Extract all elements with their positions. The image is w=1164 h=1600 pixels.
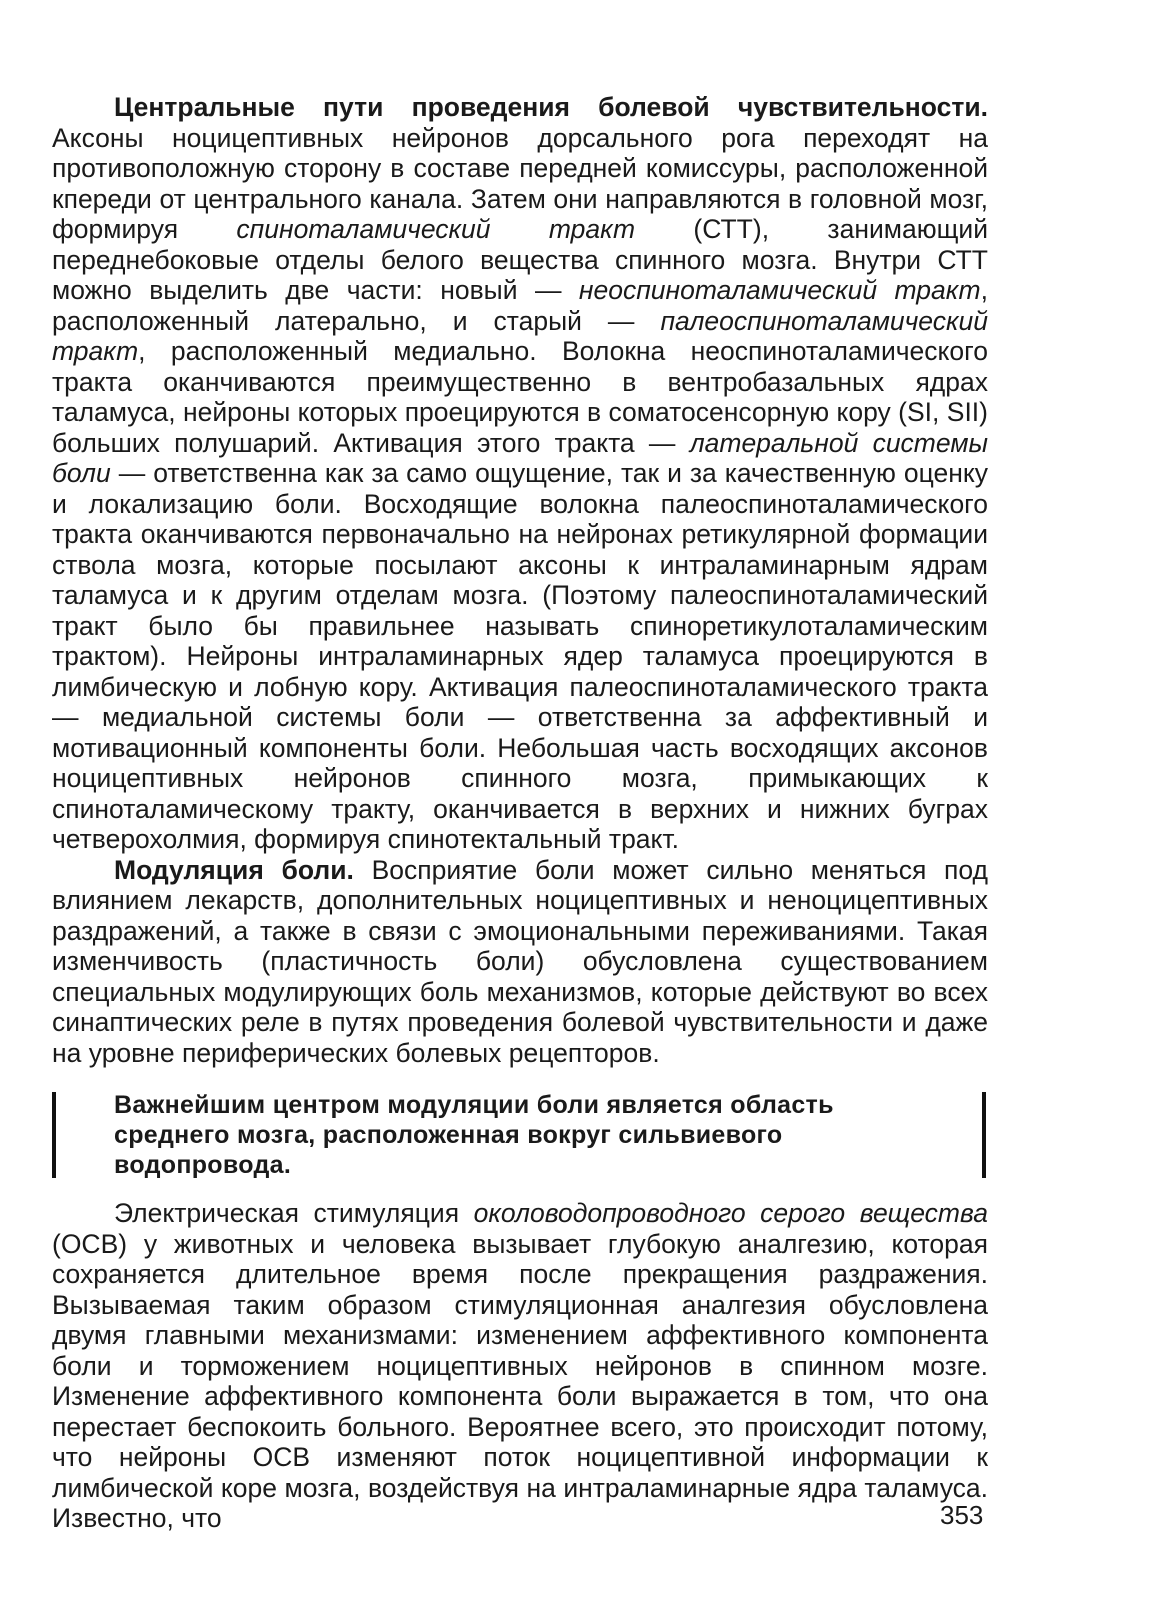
italic-term: неоспиноталамический тракт — [578, 275, 981, 305]
callout-left-rule — [52, 1092, 56, 1178]
paragraph-text: , расположенный латерально, и старый — — [52, 275, 989, 336]
italic-term: спиноталамический тракт — [236, 214, 636, 244]
italic-term: околоводопроводного серого вещества — [473, 1198, 988, 1228]
page-content — [52, 92, 988, 1534]
paragraph-pain-modulation — [52, 855, 988, 1069]
italic-term: латеральной системы боли — [52, 427, 988, 488]
italic-term: палеоспиноталамический тракт — [52, 305, 988, 366]
page-number: 353 — [940, 1500, 984, 1530]
paragraph-heading: Модуляция боли. — [114, 854, 354, 885]
paragraph-text: Восприятие боли может сильно меняться под влиянием лекарств, дополнительных ноцицептивных и неноцицептивных раздражений, а также в связи с эмоциональными переживаниями. Такая изменчивость (пластичность боли) обусловлена существованием специальных модулирующих боль механизмов, которые действуют во всех синаптических реле в путях проведения болевой чувствительности и даже на уровне периферических болевых рецепторов. — [52, 854, 988, 1068]
paragraph-text: Аксоны ноцицептивных нейронов дорсального рога переходят на противоположную сторону в составе передней комиссуры, расположенной кпереди от центрального канала. Затем они направляются в головной мозг, формируя — [52, 122, 988, 244]
callout-box — [52, 1090, 988, 1180]
paragraph-text: — ответственна как за само ощущение, так и за качественную оценку и локализацию боли. Восходящие волокна палеоспиноталамического тракта оканчиваются первоначально на нейронах ретикулярной формации ствола мозга, которые посылают аксоны к интраламинарным ядрам таламуса и к другим отделам мозга. (Поэтому палеоспиноталамический тракт было бы правильнее называть спиноретикулоталамическим трактом). Нейроны интраламинарных ядер таламуса проецируются в лимбическую и лобную кору. Активация палеоспиноталамического тракта — медиальной системы боли — ответственна за аффективный и мотивационный компоненты боли. Небольшая часть восходящих аксонов ноцицептивных нейронов спинного мозга, примыкающих к спиноталамическому тракту, оканчивается в верхних и нижних буграх четверохолмия, формируя спинотектальный тракт. — [52, 458, 988, 854]
paragraph-text: (СТТ), занимающий переднебоковые отделы белого вещества спинного мозга. Внутри СТТ можно выделить две части: новый — — [52, 214, 988, 305]
paragraph-central-pain-pathways — [52, 92, 988, 855]
callout-right-rule — [982, 1092, 986, 1178]
paragraph-heading: Центральные пути проведения болевой чувствительности. — [114, 92, 988, 122]
paragraph-text: (ОСВ) у животных и человека вызывает глубокую аналгезию, которая сохраняется длительное время после прекращения раздражения. Вызываемая таким образом стимуляционная аналгезия обусловлена двумя главными механизмами: изменением аффективного компонента боли и торможением ноцицептивных нейронов в спинном мозге. Изменение аффективного компонента боли выражается в том, что она перестает беспокоить больного. Вероятнее всего, это происходит потому, что нейроны ОСВ изменяют поток ноцицептивной информации к лимбической коре мозга, воздействуя на интраламинарные ядра таламуса. Известно, что — [52, 1228, 988, 1533]
paragraph-text: , расположенный медиально. Волокна неоспиноталамического тракта оканчиваются преимущественно в вентробазальных ядрах таламуса, нейроны которых проецируются в соматосенсорную кору (SI, SII) больших полушарий. Активация этого тракта — — [52, 336, 988, 458]
paragraph-text: Электрическая стимуляция — [114, 1198, 474, 1228]
paragraph-stimulation-analgesia — [52, 1198, 988, 1534]
callout-text: Важнейшим центром модуляции боли является область среднего мозга, расположенная вокруг сильвиевого водопровода. — [114, 1091, 834, 1179]
